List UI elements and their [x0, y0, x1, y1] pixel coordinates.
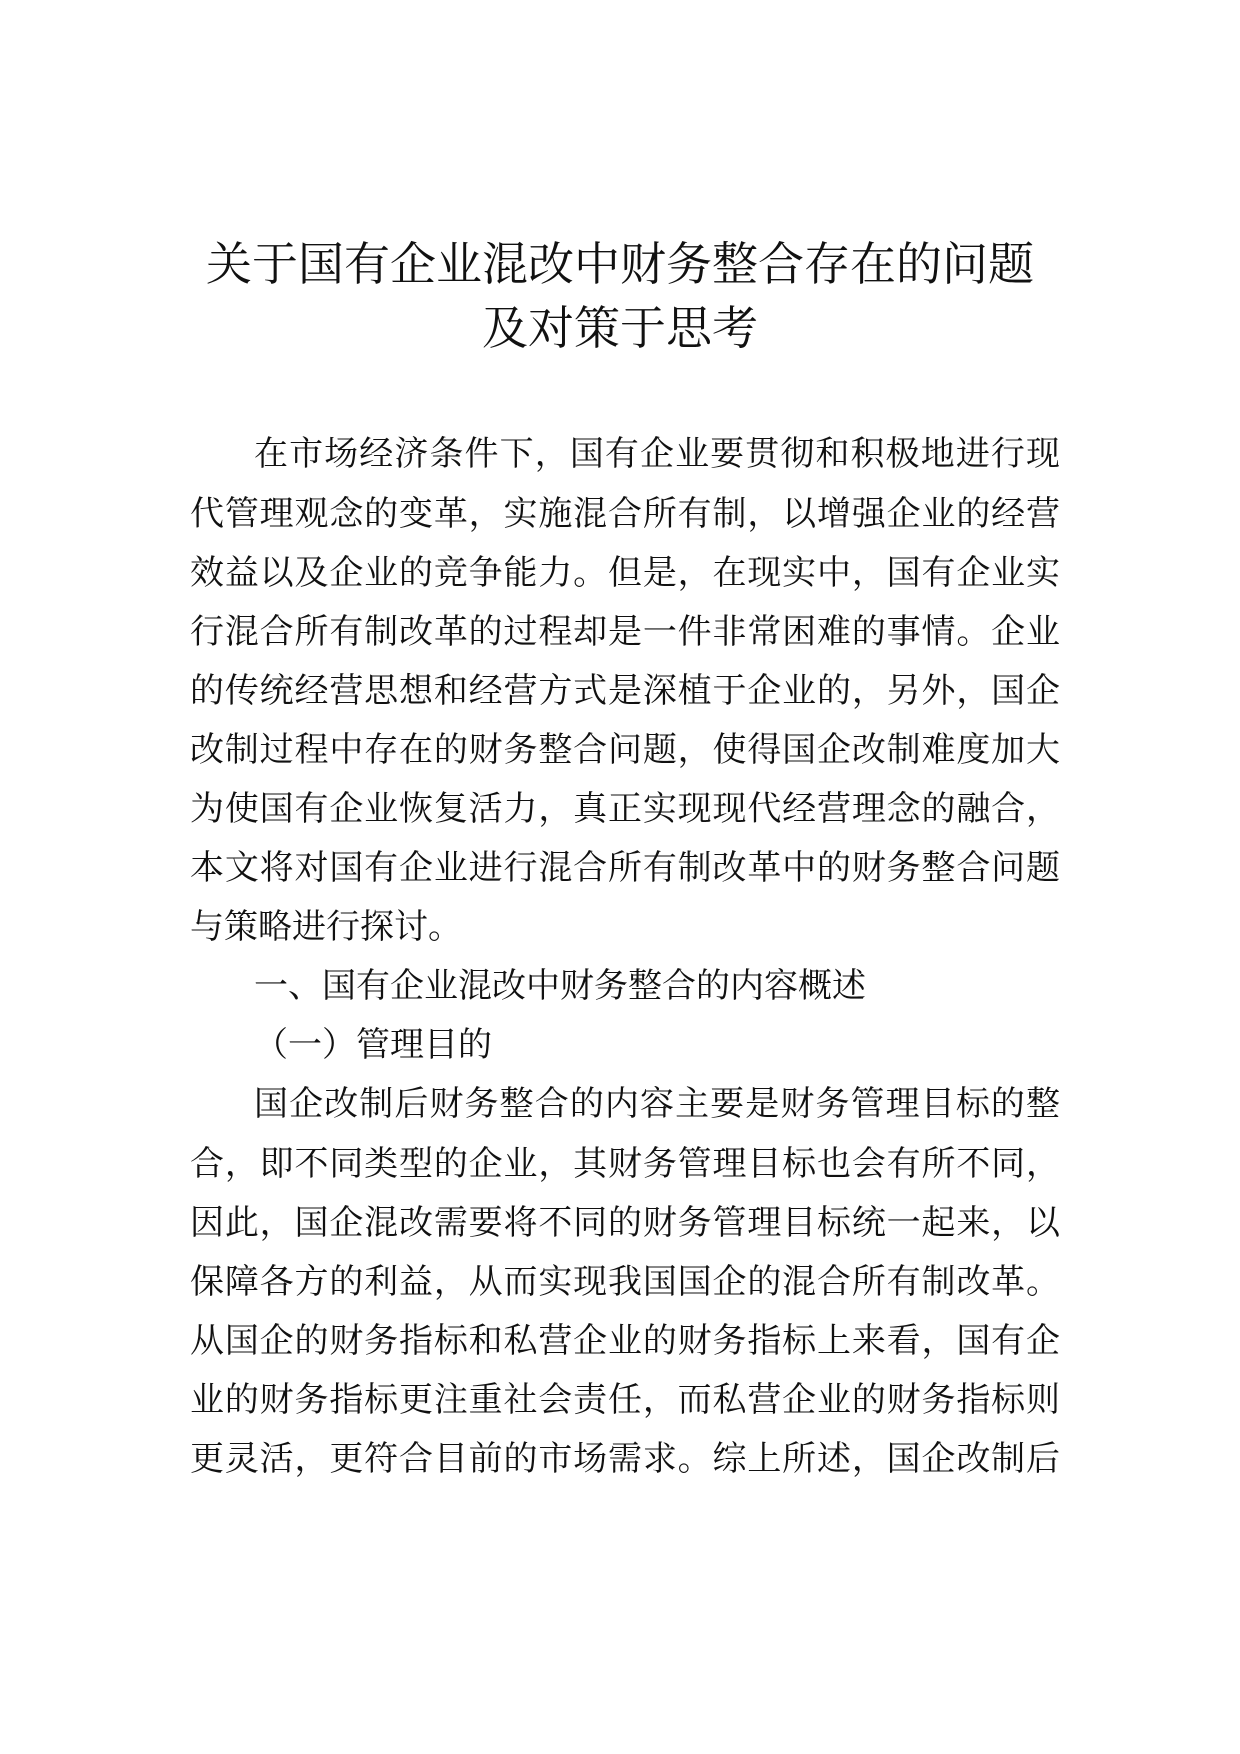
- document-title-line-2: 及对策于思考: [482, 301, 758, 355]
- paragraph-2-line-1: 国企改制后财务整合的内容主要是财务管理目标的整: [254, 1084, 1060, 1124]
- paragraph-1-line-2: 代管理观念的变革，实施混合所有制，以增强企业的经营: [190, 494, 1060, 534]
- paragraph-1-line-8: 本文将对国有企业进行混合所有制改革中的财务整合问题: [190, 848, 1060, 888]
- paragraph-1-line-5: 的传统经营思想和经营方式是深植于企业的，另外，国企: [190, 671, 1060, 711]
- section-heading-1: 一、国有企业混改中财务整合的内容概述: [254, 966, 866, 1006]
- paragraph-2-line-3: 因此，国企混改需要将不同的财务管理目标统一起来，以: [190, 1203, 1060, 1243]
- paragraph-1-line-6: 改制过程中存在的财务整合问题，使得国企改制难度加大: [190, 730, 1060, 770]
- paragraph-2-line-4: 保障各方的利益，从而实现我国国企的混合所有制改革。: [190, 1262, 1060, 1302]
- section-heading-2: （一）管理目的: [254, 1025, 492, 1065]
- document-title-line-1: 关于国有企业混改中财务整合存在的问题: [206, 237, 1034, 291]
- paragraph-1-line-1: 在市场经济条件下，国有企业要贯彻和积极地进行现: [254, 434, 1060, 474]
- paragraph-1-line-9: 与策略进行探讨。: [190, 907, 462, 947]
- paragraph-2-line-7: 更灵活，更符合目前的市场需求。综上所述，国企改制后: [190, 1439, 1060, 1479]
- paragraph-1-line-4: 行混合所有制改革的过程却是一件非常困难的事情。企业: [190, 612, 1060, 652]
- paragraph-2-line-5: 从国企的财务指标和私营企业的财务指标上来看，国有企: [190, 1321, 1060, 1361]
- paragraph-2-line-6: 业的财务指标更注重社会责任，而私营企业的财务指标则: [190, 1380, 1060, 1420]
- paragraph-2-line-2: 合，即不同类型的企业，其财务管理目标也会有所不同，: [190, 1144, 1060, 1184]
- paragraph-1-line-3: 效益以及企业的竞争能力。但是，在现实中，国有企业实: [190, 553, 1060, 593]
- paragraph-1-line-7: 为使国有企业恢复活力，真正实现现代经营理念的融合，: [190, 789, 1060, 829]
